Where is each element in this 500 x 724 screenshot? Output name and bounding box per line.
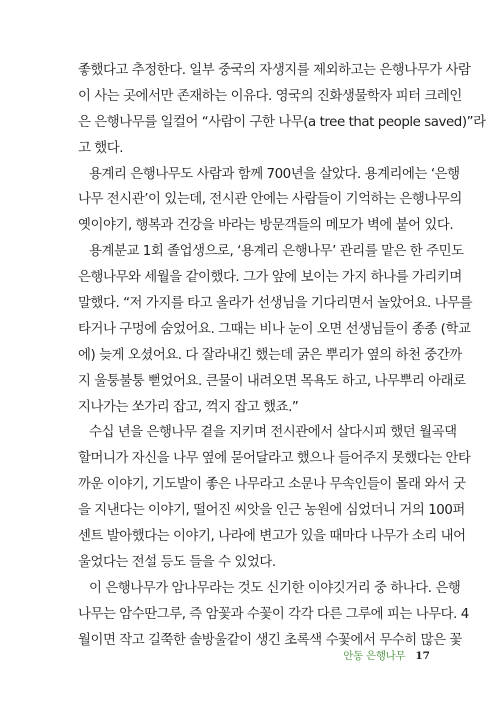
- text-line: 옛이야기, 행복과 건강을 바라는 방문객들의 메모가 벽에 붙어 있다.: [78, 218, 454, 234]
- text-line: 월이면 작고 길쭉한 솔방울같이 생긴 초록색 수꽃에서 무수히 많은 꽃: [78, 632, 462, 648]
- text-line: 울었다는 전설 등도 들을 수 있었다.: [78, 554, 276, 570]
- text-line: 좋했다고 추정한다. 일부 중국의 자생지를 제외하고는 은행나무가 사람: [78, 63, 471, 78]
- text-line: 은행나무와 세월을 같이했다. 그가 앞에 보이는 가지 하나를 가리키며: [78, 270, 462, 286]
- text-line: 용계분교 1회 졸업생으로, ‘용계리 은행나무’ 관리를 맡은 한 주민도: [89, 244, 464, 260]
- text-line: 지나가는 쏘가리 잡고, 꺽지 잡고 했죠.”: [78, 399, 299, 415]
- text-line: 이 은행나무가 암나무라는 것도 신기한 이야깃거리 중 하나다. 은행: [89, 580, 461, 596]
- text-line: 이 사는 곳에서만 존재하는 이유다. 영국의 진화생물학자 피터 크레인: [78, 88, 462, 104]
- page-body: [78, 58, 486, 653]
- running-footer: [343, 648, 430, 663]
- text-line: 에) 늦게 오셨어요. 다 잘라내긴 했는데 굵은 뿌리가 옆의 하천 중간까: [78, 347, 462, 363]
- text-line: 나무 전시관’이 있는데, 전시관 안에는 사람들이 기억하는 은행나무의: [78, 192, 462, 208]
- section-title: 안동 은행나무: [343, 650, 406, 662]
- text-line: 을 지낸다는 이야기, 떨어진 씨앗을 인근 농원에 심었더니 거의 100퍼: [78, 503, 465, 519]
- text-line: 까운 이야기, 기도발이 좋은 나무라고 소문나 무속인들이 몰래 와서 굿: [78, 477, 466, 493]
- text-line: 은 은행나무를 일컬어 “사람이 구한 나무(a tree that people saved)”라: [78, 114, 486, 130]
- text-line: 용계리 은행나무도 사람과 함께 700년을 살았다. 용계리에는 ‘은행: [89, 166, 460, 182]
- text-line: 수십 년을 은행나무 곁을 지키며 전시관에서 살다시피 했던 월곡댁: [89, 425, 457, 441]
- text-line: 할머니가 자신을 나무 옆에 묻어달라고 했으나 들어주지 못했다는 안타: [78, 451, 471, 467]
- text-line: 고 했다.: [78, 140, 124, 156]
- text-line: 지 울퉁불퉁 뻗었어요. 큰물이 내려오면 목욕도 하고, 나무뿌리 아래로: [78, 373, 466, 389]
- text-line: 센트 발아했다는 이야기, 나라에 변고가 있을 때마다 나무가 소리 내어: [78, 529, 466, 545]
- text-line: 말했다. “저 가지를 타고 올라가 선생님을 기다리면서 놀았어요. 나무를: [78, 296, 473, 312]
- text-line: 나무는 암수딴그루, 즉 암꽃과 수꽃이 각각 다른 그루에 피는 나무다. 4: [78, 606, 469, 622]
- page-number: 17: [415, 650, 430, 662]
- text-line: 타거나 구멍에 숨었어요. 그때는 비나 눈이 오면 선생님들이 종종 (학교: [78, 321, 471, 337]
